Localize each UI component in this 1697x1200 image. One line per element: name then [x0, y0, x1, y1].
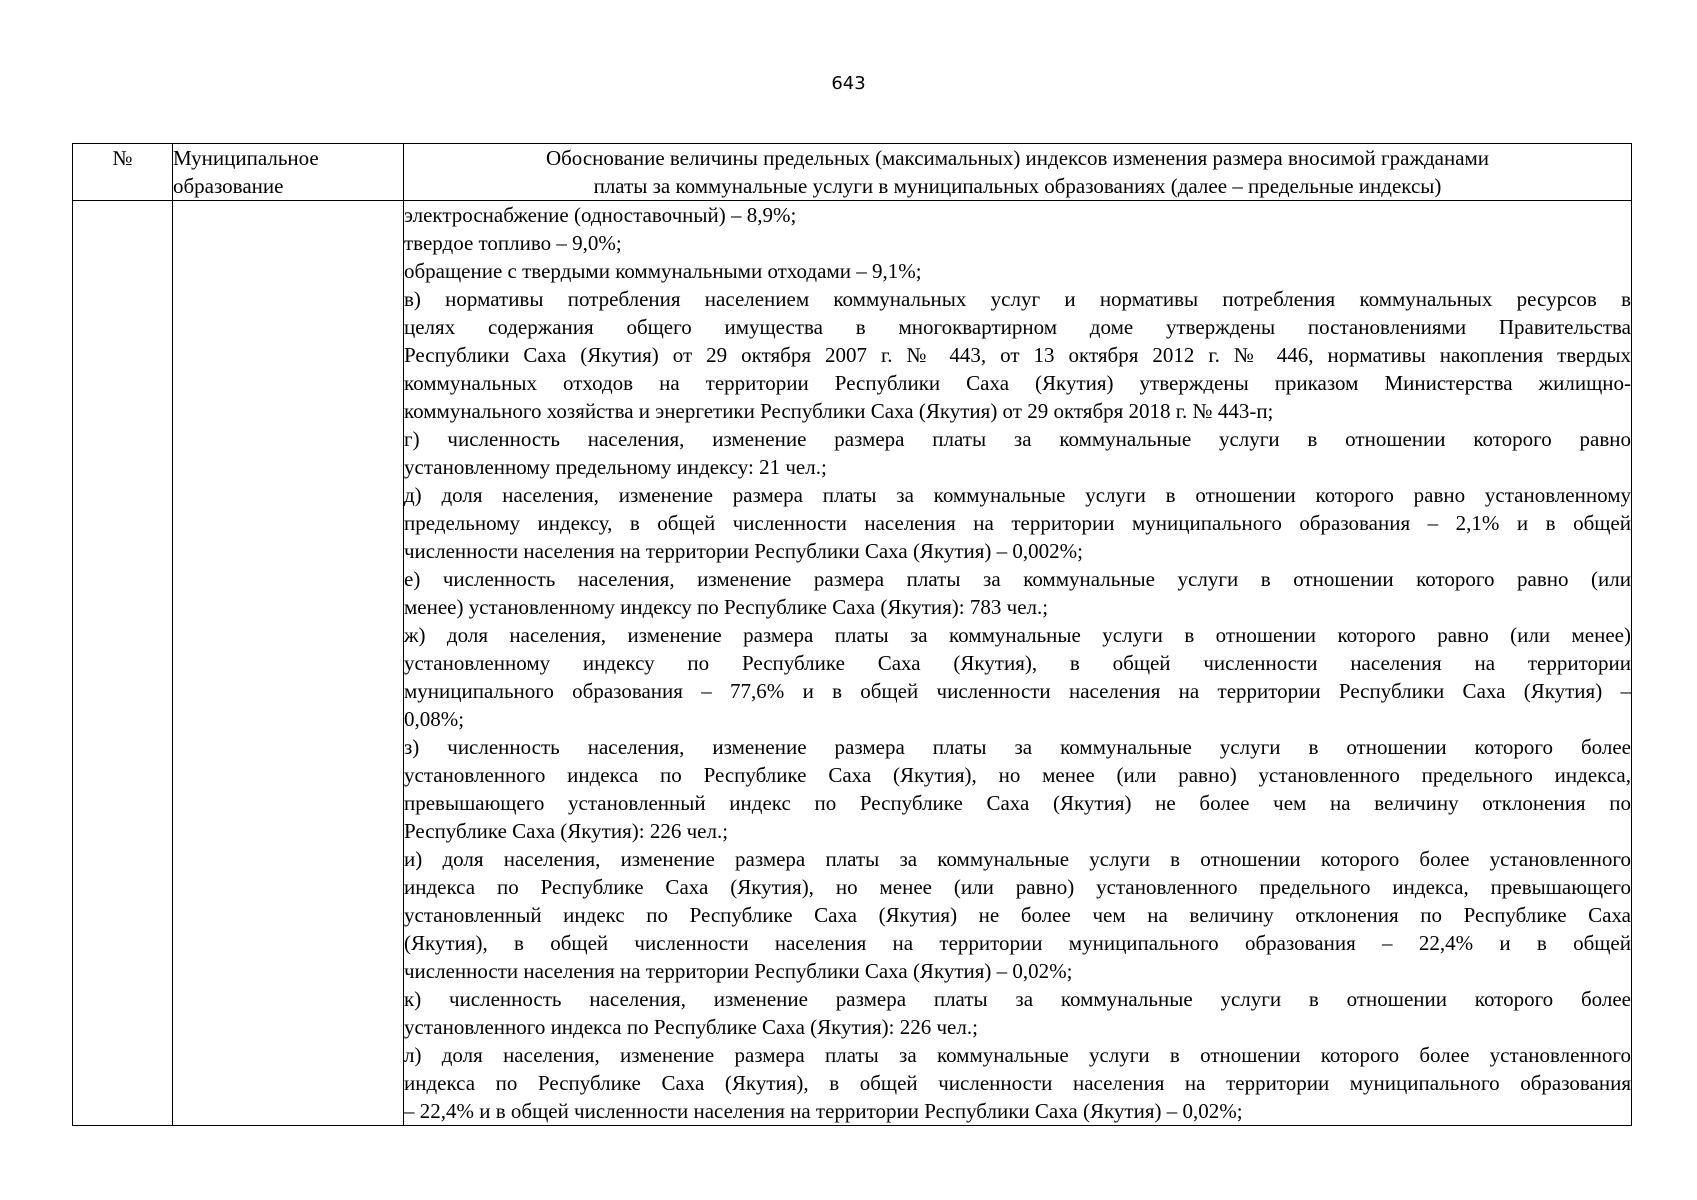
- paragraph-line: индекса по Республике Саха (Якутия), в общей численности населения на территории муниципального образования: [404, 1071, 1631, 1095]
- page-number: 643: [831, 73, 866, 94]
- paragraph-line: установленного индекса по Республике Саха (Якутия), но менее (или равно) установленного предельного индекса,: [404, 763, 1631, 787]
- paragraph-line: установленный индекс по Республике Саха (Якутия) не более чем на величину отклонения по Республике Саха: [404, 903, 1631, 927]
- paragraph-line: коммунального хозяйства и энергетики Республики Саха (Якутия) от 29 октября 2018 г. № 443-п;: [404, 399, 1274, 423]
- paragraph: [404, 229, 1631, 257]
- paragraph: [404, 985, 1631, 1041]
- header-justification-line: платы за коммунальные услуги в муниципальных образованиях (далее – предельные индексы): [593, 174, 1442, 198]
- header-municipality-line: образование: [173, 174, 284, 198]
- paragraph: [404, 481, 1631, 565]
- paragraph-line: предельному индексу, в общей численности населения на территории муниципального образования – 2,1% и в общей: [404, 511, 1631, 535]
- paragraph-line: численности населения на территории Республики Саха (Якутия) – 0,02%;: [404, 959, 1073, 983]
- paragraph-line: и) доля населения, изменение размера платы за коммунальные услуги в отношении которого более установленного: [404, 847, 1631, 871]
- paragraph-line: ж) доля населения, изменение размера платы за коммунальные услуги в отношении которого равно (или менее): [404, 623, 1631, 647]
- paragraph-line: Республики Саха (Якутия) от 29 октября 2007 г. № 443, от 13 октября 2012 г. № 446, нормативы накопления твердых: [404, 343, 1631, 367]
- paragraph-line: установленного индекса по Республике Саха (Якутия): 226 чел.;: [404, 1015, 978, 1039]
- cell-justification: [404, 201, 1632, 1126]
- paragraph-line: в) нормативы потребления населением коммунальных услуг и нормативы потребления коммунальных ресурсов в: [404, 287, 1631, 311]
- header-municipality: [173, 144, 404, 201]
- paragraph-line: коммунальных отходов на территории Республики Саха (Якутия) утверждены приказом Министерства жилищно-: [404, 371, 1631, 395]
- paragraph-line: обращение с твердыми коммунальными отходами – 9,1%;: [404, 259, 922, 283]
- paragraph-line: к) численность населения, изменение размера платы за коммунальные услуги в отношении которого более: [404, 987, 1631, 1011]
- paragraph-line: з) численность населения, изменение размера платы за коммунальные услуги в отношении которого более: [404, 735, 1631, 759]
- paragraph-line: – 22,4% и в общей численности населения на территории Республики Саха (Якутия) – 0,02%;: [404, 1099, 1243, 1123]
- paragraph-line: превышающего установленный индекс по Республике Саха (Якутия) не более чем на величину отклонения по: [404, 791, 1631, 815]
- paragraph-line: твердое топливо – 9,0%;: [404, 231, 622, 255]
- paragraph-line: 0,08%;: [404, 707, 465, 731]
- paragraph-line: численности населения на территории Республики Саха (Якутия) – 0,002%;: [404, 539, 1083, 563]
- paragraph: [404, 257, 1631, 285]
- table-header: [73, 144, 1632, 201]
- paragraph-line: установленному индексу по Республике Саха (Якутия), в общей численности населения на территории: [404, 651, 1631, 675]
- paragraph-line: Республике Саха (Якутия): 226 чел.;: [404, 819, 729, 843]
- paragraph: [404, 425, 1631, 481]
- paragraph: [404, 565, 1631, 621]
- paragraph: [404, 845, 1631, 985]
- paragraph-line: установленному предельному индексу: 21 чел.;: [404, 455, 827, 479]
- paragraph-line: электроснабжение (одноставочный) – 8,9%;: [404, 203, 797, 227]
- paragraph-line: д) доля населения, изменение размера платы за коммунальные услуги в отношении которого равно установленному: [404, 483, 1631, 507]
- table-body: [73, 201, 1632, 1126]
- header-justification-line: Обоснование величины предельных (максимальных) индексов изменения размера вносимой гражданами: [545, 146, 1490, 170]
- paragraph-line: индекса по Республике Саха (Якутия), но менее (или равно) установленного предельного индекса, превышающего: [404, 875, 1631, 899]
- cell-number: [73, 201, 173, 1126]
- justification-table: [72, 143, 1632, 1126]
- paragraph-line: муниципального образования – 77,6% и в общей численности населения на территории Республики Саха (Якутия) –: [404, 679, 1631, 703]
- paragraph-line: менее) установленному индексу по Республике Саха (Якутия): 783 чел.;: [404, 595, 1049, 619]
- header-row: [73, 144, 1632, 201]
- paragraph-line: л) доля населения, изменение размера платы за коммунальные услуги в отношении которого более установленного: [404, 1043, 1631, 1067]
- paragraph: [404, 201, 1631, 229]
- paragraph: [404, 621, 1631, 733]
- header-number: №: [73, 144, 173, 201]
- cell-municipality: [173, 201, 404, 1126]
- paragraph-line: (Якутия), в общей численности населения на территории муниципального образования – 22,4% и в общей: [404, 931, 1631, 955]
- table-row: [73, 201, 1632, 1126]
- header-justification: [404, 144, 1632, 201]
- paragraph-line: е) численность населения, изменение размера платы за коммунальные услуги в отношении которого равно (или: [404, 567, 1631, 591]
- paragraph-line: г) численность населения, изменение размера платы за коммунальные услуги в отношении которого равно: [404, 427, 1631, 451]
- header-municipality-line: Муниципальное: [173, 146, 319, 170]
- paragraph: [404, 285, 1631, 425]
- paragraph-line: целях содержания общего имущества в многоквартирном доме утверждены постановлениями Правительства: [404, 315, 1631, 339]
- paragraph: [404, 1041, 1631, 1125]
- paragraph: [404, 733, 1631, 845]
